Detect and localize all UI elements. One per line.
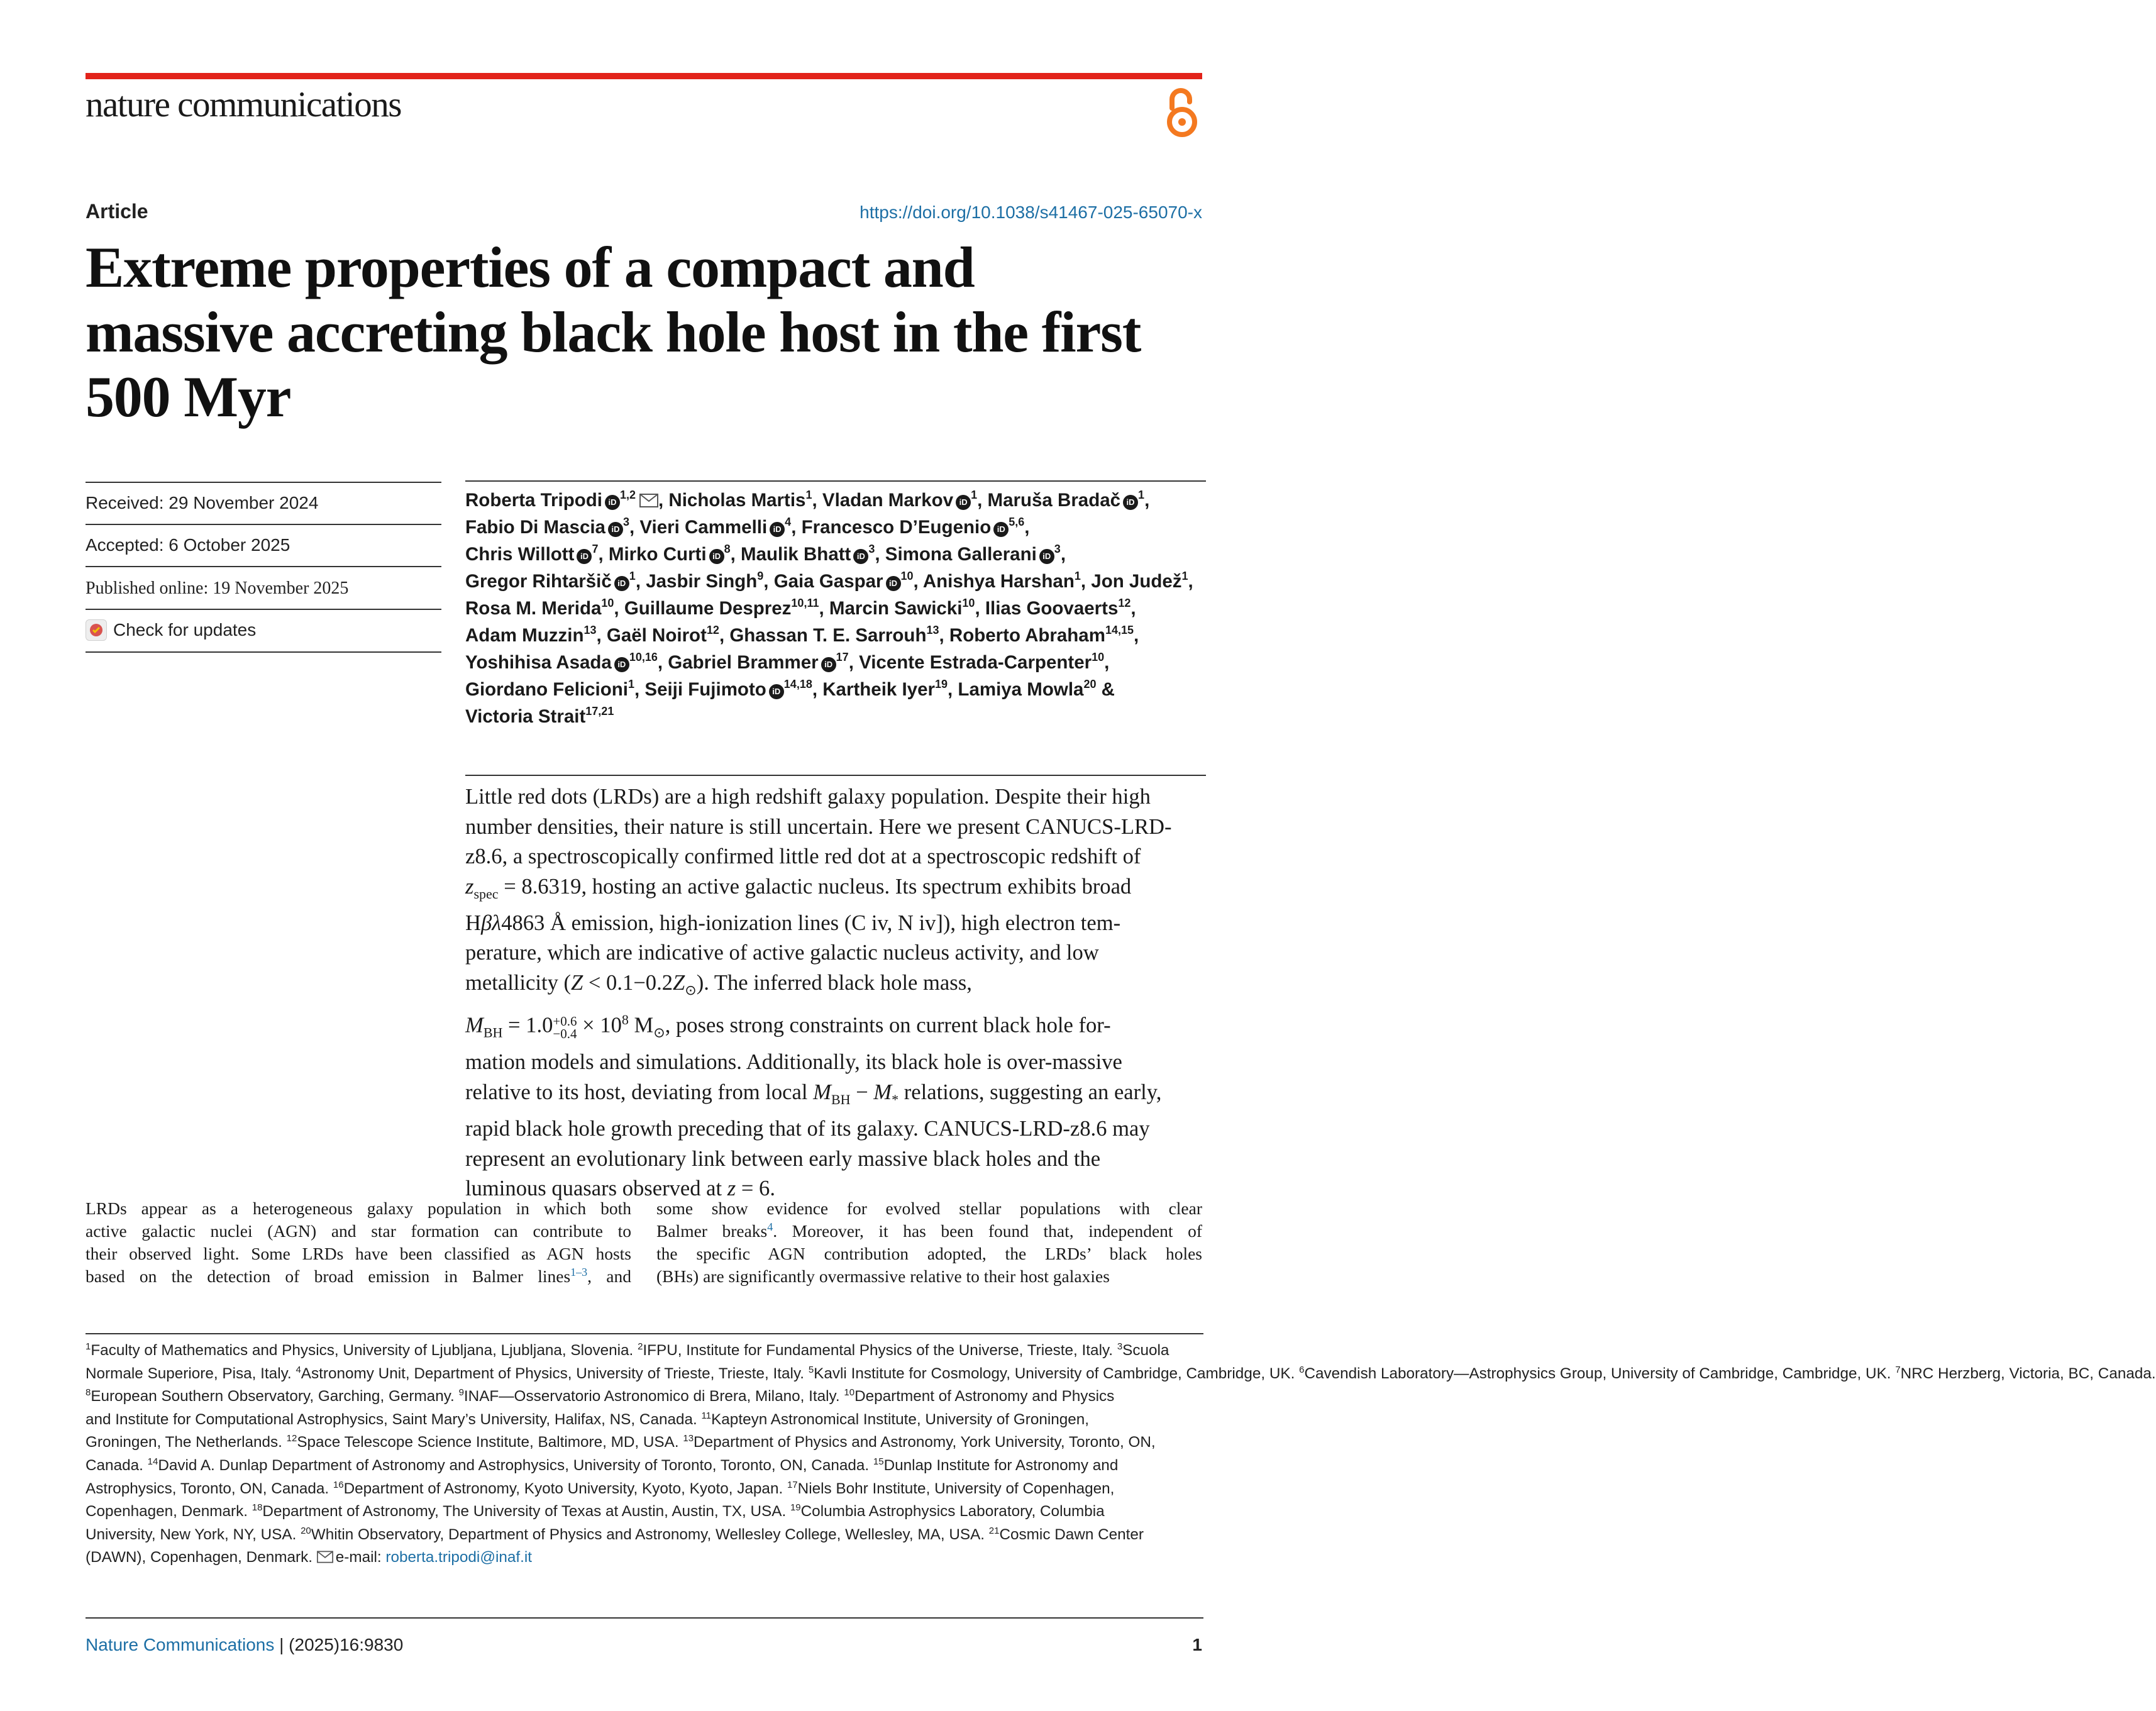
email-label: e-mail: [335, 1549, 386, 1566]
author-affiliation: 13 [926, 624, 939, 636]
affiliation-line: $^1$Faculty of Mathematics and Physics, University of Ljubljana, Ljubljana, Slovenia. $^2$IFPU, Institute for Fundamental Physics of the Universe, Trieste, Italy. $^3$Scuola [86, 1341, 1169, 1359]
abstract-line: perature, which are indicative of active galactic nucleus activity, and low [465, 941, 1099, 965]
open-access-icon [1164, 86, 1200, 138]
affiliation-number: 20 [301, 1525, 311, 1536]
author-list: Roberta Tripodi iD$^{1,2}$ , Nicholas Martis$^1$, Vladan Markov $iD^1$, Maruša Bradač $iD^1$, Fabio Di Mascia $iD^3$, Vieri Cammelli $iD^4$, Francesco D’Eugenio iD$^{5,6}$, Chris Willott $iD^7$, Mirko Curti $iD^8$, Maulik Bhatt $iD^3$, Simona Gallerani $iD^3$, Gregor Rihtaršič $iD^1$, Jasbir Singh$^9$, Gaia Gaspar $iD^{10}$, Anishya Harshan$^1$, Jon Judež$^1$, Rosa M. Merida$^{10}$, Guillaume Desprez$^{10,11}$, Marcin Sawicki$^{10}$, Ilias Goovaerts$^{12}$, Adam Muzzin$^{13}$, Gaël Noirot$^{12}$, Ghassan T. E. Sarrouh$^{13}$, Roberto Abraham$^{14,15}$, Yoshihisa Asada iD$^{10,16}$, Gabriel Brammer $iD^{17}$, Vicente Estrada-Carpenter$^{10}$, Giordano Felicioni$^1$, Seiji Fujimoto iD$^{14,18}$, Kartheik Iyer$^{19}$, Lamiya Mowla$^{20}$ & Victoria Strait$^{17,21}$ [465, 489, 1193, 727]
author-name[interactable]: Victoria Strait [465, 706, 586, 727]
divider [465, 775, 1206, 776]
author-name[interactable]: Vieri Cammelli [639, 517, 768, 538]
affiliation-line: Astrophysics, Toronto, ON, Canada. $^{16}$Department of Astronomy, Kyoto University, Kyoto, Kyoto, Japan. $^{17}$Niels Bohr Institute, University of Copenhagen, [86, 1479, 1115, 1497]
orcid-icon[interactable]: iD [1039, 549, 1054, 564]
author-affiliation: 14,15 [1105, 624, 1134, 636]
author-affiliation: 20 [1083, 678, 1097, 690]
orcid-icon[interactable]: iD [614, 576, 629, 591]
affiliation-number: 19 [790, 1502, 801, 1514]
author-name[interactable]: Maruša Bradač [987, 490, 1121, 511]
orcid-icon[interactable]: iD [853, 549, 868, 564]
body-line: based on the detection of broad emission in Balmer lines$^{1-3}$, and [86, 1266, 631, 1286]
author-affiliation: 10 [962, 597, 975, 609]
author-affiliation: 3 [622, 516, 629, 528]
author-name[interactable]: Vladan Markov [822, 490, 954, 511]
article-type-label: Article [86, 200, 148, 223]
author-affiliation: 1 [1181, 570, 1188, 582]
affiliation-line: Copenhagen, Denmark. $^{18}$Department of Astronomy, The University of Texas at Austin, Austin, TX, USA. $^{19}$Columbia Astrophysics Laboratory, Columbia [86, 1502, 1105, 1520]
abstract-line: mation models and simulations. Additionally, its black hole is over-massive [465, 1050, 1122, 1075]
abstract-line: number densities, their nature is still uncertain. Here we present CANUCS-LRD- [465, 814, 1172, 839]
affiliation-line: and Institute for Computational Astrophysics, Saint Mary’s University, Halifax, NS, Canada. $^{11}$Kapteyn Astronomical Institute, University of Groningen, [86, 1410, 1090, 1428]
doi-link[interactable]: https://doi.org/10.1038/s41467-025-65070-x [860, 202, 1202, 222]
article-title [86, 235, 1205, 429]
orcid-icon[interactable]: iD [886, 576, 901, 591]
abstract-line: rapid black hole growth preceding that of its galaxy. CANUCS-LRD-z8.6 may [465, 1117, 1150, 1141]
author-affiliation: 1 [1074, 570, 1081, 582]
author-affiliation: 1 [627, 678, 634, 690]
abstract-line: represent an evolutionary link between early massive black holes and the [465, 1146, 1101, 1171]
citation-link[interactable]: 4 [767, 1221, 773, 1233]
author-affiliation: 5,6 [1009, 516, 1025, 528]
author-affiliation: 12 [1118, 597, 1131, 609]
author-name[interactable]: Gaia Gaspar [773, 571, 883, 592]
affiliation-number: 11 [701, 1410, 712, 1421]
abstract-line: metallicity $(Z < 0.1-0.2Z_⊙)$. The inferred black hole mass, [465, 970, 972, 998]
affiliation-number: 8 [86, 1387, 91, 1398]
body-line: some show evidence for evolved stellar populations with clear [656, 1199, 1202, 1218]
orcid-icon[interactable]: iD [1123, 495, 1138, 510]
orcid-icon[interactable]: iD [605, 495, 620, 510]
author-name[interactable]: Simona Gallerani [885, 544, 1037, 565]
author-name[interactable]: Kartheik Iyer [822, 679, 935, 700]
author-name[interactable]: Jasbir Singh [646, 571, 758, 592]
affiliation-line: (DAWN), Copenhagen, Denmark. e-mail: roberta.tripodi@inaf.it [86, 1549, 533, 1566]
abstract [465, 782, 1205, 1204]
received-date: Received: 29 November 2024 [86, 493, 319, 512]
divider [86, 1617, 1203, 1619]
author-affiliation: 7 [592, 543, 599, 555]
divider [465, 480, 1206, 482]
author-name[interactable]: Guillaume Desprez [624, 598, 792, 619]
affiliation-line: Canada. $^{14}$David A. Dunlap Department of Astronomy and Astrophysics, University of Toronto, Toronto, ON, Canada. $^{15}$Dunlap Institute for Astronomy and [86, 1456, 1119, 1474]
author-affiliation: 14,18 [783, 678, 812, 690]
orcid-icon[interactable]: iD [770, 522, 785, 537]
author-name[interactable]: Roberta Tripodi [465, 490, 602, 511]
author-affiliation: 1 [1138, 489, 1145, 501]
citation-link[interactable]: 1–3 [570, 1266, 588, 1278]
author-affiliation: 10 [601, 597, 614, 609]
body-line: (BHs) are significantly overmassive relative to their host galaxies [656, 1266, 1110, 1286]
author-affiliation: 4 [785, 516, 792, 528]
author-affiliation: 3 [1054, 543, 1061, 555]
affiliation-number: 6 [1299, 1364, 1305, 1375]
author-name[interactable]: Fabio Di Mascia [465, 517, 605, 538]
orcid-icon[interactable]: iD [821, 657, 836, 672]
affiliation-number: 13 [683, 1433, 694, 1444]
affiliation-number: 17 [787, 1479, 798, 1490]
author-affiliation: 12 [706, 624, 719, 636]
abstract-line: z8.6, a spectroscopically confirmed little red dot at a spectroscopic redshift of [465, 844, 1141, 868]
published-date: Published online: 19 November 2025 [86, 579, 349, 598]
title-line: 500 Myr [86, 365, 291, 429]
author-name[interactable]: Rosa M. Merida [465, 598, 602, 619]
author-affiliation: 19 [934, 678, 948, 690]
author-affiliation: 10 [1092, 651, 1105, 663]
author-name[interactable]: Seiji Fujimoto [644, 679, 766, 700]
body-column-right [656, 1197, 1202, 1288]
affiliation-number: 4 [296, 1364, 301, 1375]
affiliation-number: 5 [808, 1364, 814, 1375]
abstract-line: luminous quasars observed at z = 6. [465, 1177, 775, 1201]
affiliation-number: 9 [458, 1387, 464, 1398]
body-line: Balmer breaks$^4$. Moreover, it has been found that, independent of [656, 1221, 1202, 1241]
affiliation-number: 3 [1117, 1341, 1123, 1352]
author-affiliation: 1 [629, 570, 636, 582]
author-affiliation: 9 [757, 570, 764, 582]
abstract-line: Hβλ4863 Å emission, high-ionization lines (C iv, N iv]), high electron tem- [465, 911, 1121, 935]
affiliation-number: 14 [147, 1456, 158, 1467]
author-name[interactable]: Anishya Harshan [922, 571, 1075, 592]
body-line: LRDs appear as a heterogeneous galaxy population in which both [86, 1199, 631, 1218]
abstract-line: relative to its host, deviating from local $M_{BH} - M_*$ relations, suggesting an early, [465, 1080, 1162, 1107]
body-line: active galactic nuclei (AGN) and star formation can contribute to [86, 1221, 631, 1241]
orcid-icon[interactable]: iD [709, 549, 724, 564]
crossmark-icon [86, 619, 107, 641]
orcid-icon[interactable]: iD [956, 495, 971, 510]
affiliations [86, 1339, 2156, 1570]
affiliation-number: 7 [1895, 1364, 1901, 1375]
orcid-icon[interactable]: iD [577, 549, 592, 564]
author-name[interactable]: Marcin Sawicki [829, 598, 963, 619]
page-number: 1 [1192, 1635, 1202, 1654]
email-link[interactable]: roberta.tripodi@inaf.it [385, 1549, 533, 1566]
orcid-icon[interactable]: iD [608, 522, 623, 537]
affiliation-number: 1 [86, 1341, 91, 1352]
title-line: Extreme properties of a compact and [86, 235, 975, 299]
author-name[interactable]: Gabriel Brammer [668, 652, 819, 673]
divider [86, 566, 441, 567]
affiliation-line: $^8$European Southern Observatory, Garching, Germany. $^9$INAF—Osservatorio Astronomico di Brera, Milano, Italy. $^{10}$Department of Astronomy and Physics [86, 1387, 1115, 1405]
body-column-left [86, 1197, 631, 1288]
author-name[interactable]: Nicholas Martis [668, 490, 806, 511]
affiliation-line: Groningen, The Netherlands. $^{12}$Space Telescope Science Institute, Baltimore, MD, USA. $^{13}$Department of Physics and Astronomy, York University, Toronto, ON, [86, 1433, 1156, 1451]
journal-link[interactable]: Nature Communications [86, 1635, 275, 1654]
title-line: massive accreting black hole host in the first [86, 300, 1141, 364]
divider [86, 609, 441, 610]
orcid-icon[interactable]: iD [993, 522, 1009, 537]
mail-icon [317, 1551, 333, 1563]
author-name[interactable]: Lamiya Mowla [958, 679, 1084, 700]
orcid-icon[interactable]: iD [769, 684, 784, 699]
author-name[interactable]: Ilias Goovaerts [985, 598, 1119, 619]
divider [86, 1333, 1203, 1334]
author-affiliation: 1,2 [619, 489, 636, 501]
author-name[interactable]: Jon Judež [1091, 571, 1182, 592]
author-affiliation: 13 [583, 624, 597, 636]
author-affiliation: 17 [836, 651, 849, 663]
author-name[interactable]: Gaël Noirot [606, 625, 707, 646]
author-affiliation: 17,21 [585, 705, 614, 717]
divider [86, 482, 441, 483]
affiliation-number: 15 [873, 1456, 884, 1467]
author-name[interactable]: Yoshihisa Asada [465, 652, 612, 673]
divider [86, 651, 441, 653]
author-name[interactable]: Gregor Rihtaršič [465, 571, 612, 592]
author-affiliation: 10,16 [629, 651, 658, 663]
affiliation-number: 12 [286, 1433, 297, 1444]
author-affiliation: 10 [900, 570, 914, 582]
body-line: the specific AGN contribution adopted, the LRDs’ black holes [656, 1244, 1202, 1263]
author-name[interactable]: Vicente Estrada-Carpenter [859, 652, 1092, 673]
check-for-updates-button[interactable] [86, 619, 256, 641]
author-name[interactable]: Mirko Curti [608, 544, 707, 565]
author-name[interactable]: Chris Willott [465, 544, 575, 565]
author-affiliation: 3 [868, 543, 875, 555]
affiliation-line: University, New York, NY, USA. $^{20}$Whitin Observatory, Department of Physics and Astronomy, Wellesley College, Wellesley, MA, USA. $^{21}$Cosmic Dawn Center [86, 1525, 1144, 1543]
author-name[interactable]: Maulik Bhatt [741, 544, 851, 565]
affiliation-line: Normale Superiore, Pisa, Italy. $^4$Astronomy Unit, Department of Physics, University of Trieste, Trieste, Italy. $^5$Kavli Institute for Cosmology, University of Cambridge, Cambridge, UK. $^6$Cavendish Laboratory—Astrophysics Group, University of Cambridge, Cambridge, UK. $^7$NRC Herzberg, Victoria, BC, Canada. [86, 1364, 2156, 1382]
author-affiliation: 10,11 [791, 597, 819, 609]
check-for-updates-label: Check for updates [113, 620, 257, 640]
abstract-line: Little red dots (LRDs) are a high redshift galaxy population. Despite their high [465, 785, 1151, 809]
author-name[interactable]: Adam Muzzin [465, 625, 584, 646]
affiliation-number: 18 [252, 1502, 263, 1514]
divider [86, 524, 441, 525]
author-affiliation: 1 [805, 489, 812, 501]
orcid-icon[interactable]: iD [614, 657, 629, 672]
footer-citation: Nature Communications | (2025)16:9830 [86, 1635, 404, 1654]
author-name[interactable]: Giordano Felicioni [465, 679, 628, 700]
author-name[interactable]: Francesco D’Eugenio [801, 517, 992, 538]
author-affiliation: 1 [971, 489, 978, 501]
author-affiliation: 8 [724, 543, 731, 555]
author-name[interactable]: Roberto Abraham [949, 625, 1105, 646]
author-name[interactable]: Ghassan T. E. Sarrouh [729, 625, 927, 646]
mail-icon[interactable] [639, 494, 658, 507]
affiliation-number: 10 [844, 1387, 855, 1398]
body-line: their observed light. Some LRDs have been classified as AGN hosts [86, 1244, 631, 1263]
affiliation-number: 16 [333, 1479, 344, 1490]
accepted-date: Accepted: 6 October 2025 [86, 535, 290, 555]
affiliation-number: 21 [988, 1525, 1000, 1536]
header-accent-bar [86, 73, 1202, 79]
journal-title: nature communications [86, 85, 401, 125]
abstract-line: $M_{BH} = 1.0$ +0.6 −0.4 × $10^8$ $M_⊙$, poses strong constraints on current black hole for- [465, 1012, 1111, 1041]
affiliation-number: 2 [638, 1341, 643, 1352]
abstract-line: $z_{spec} = 8.6319$, hosting an active galactic nucleus. Its spectrum exhibits broad [465, 874, 1132, 902]
